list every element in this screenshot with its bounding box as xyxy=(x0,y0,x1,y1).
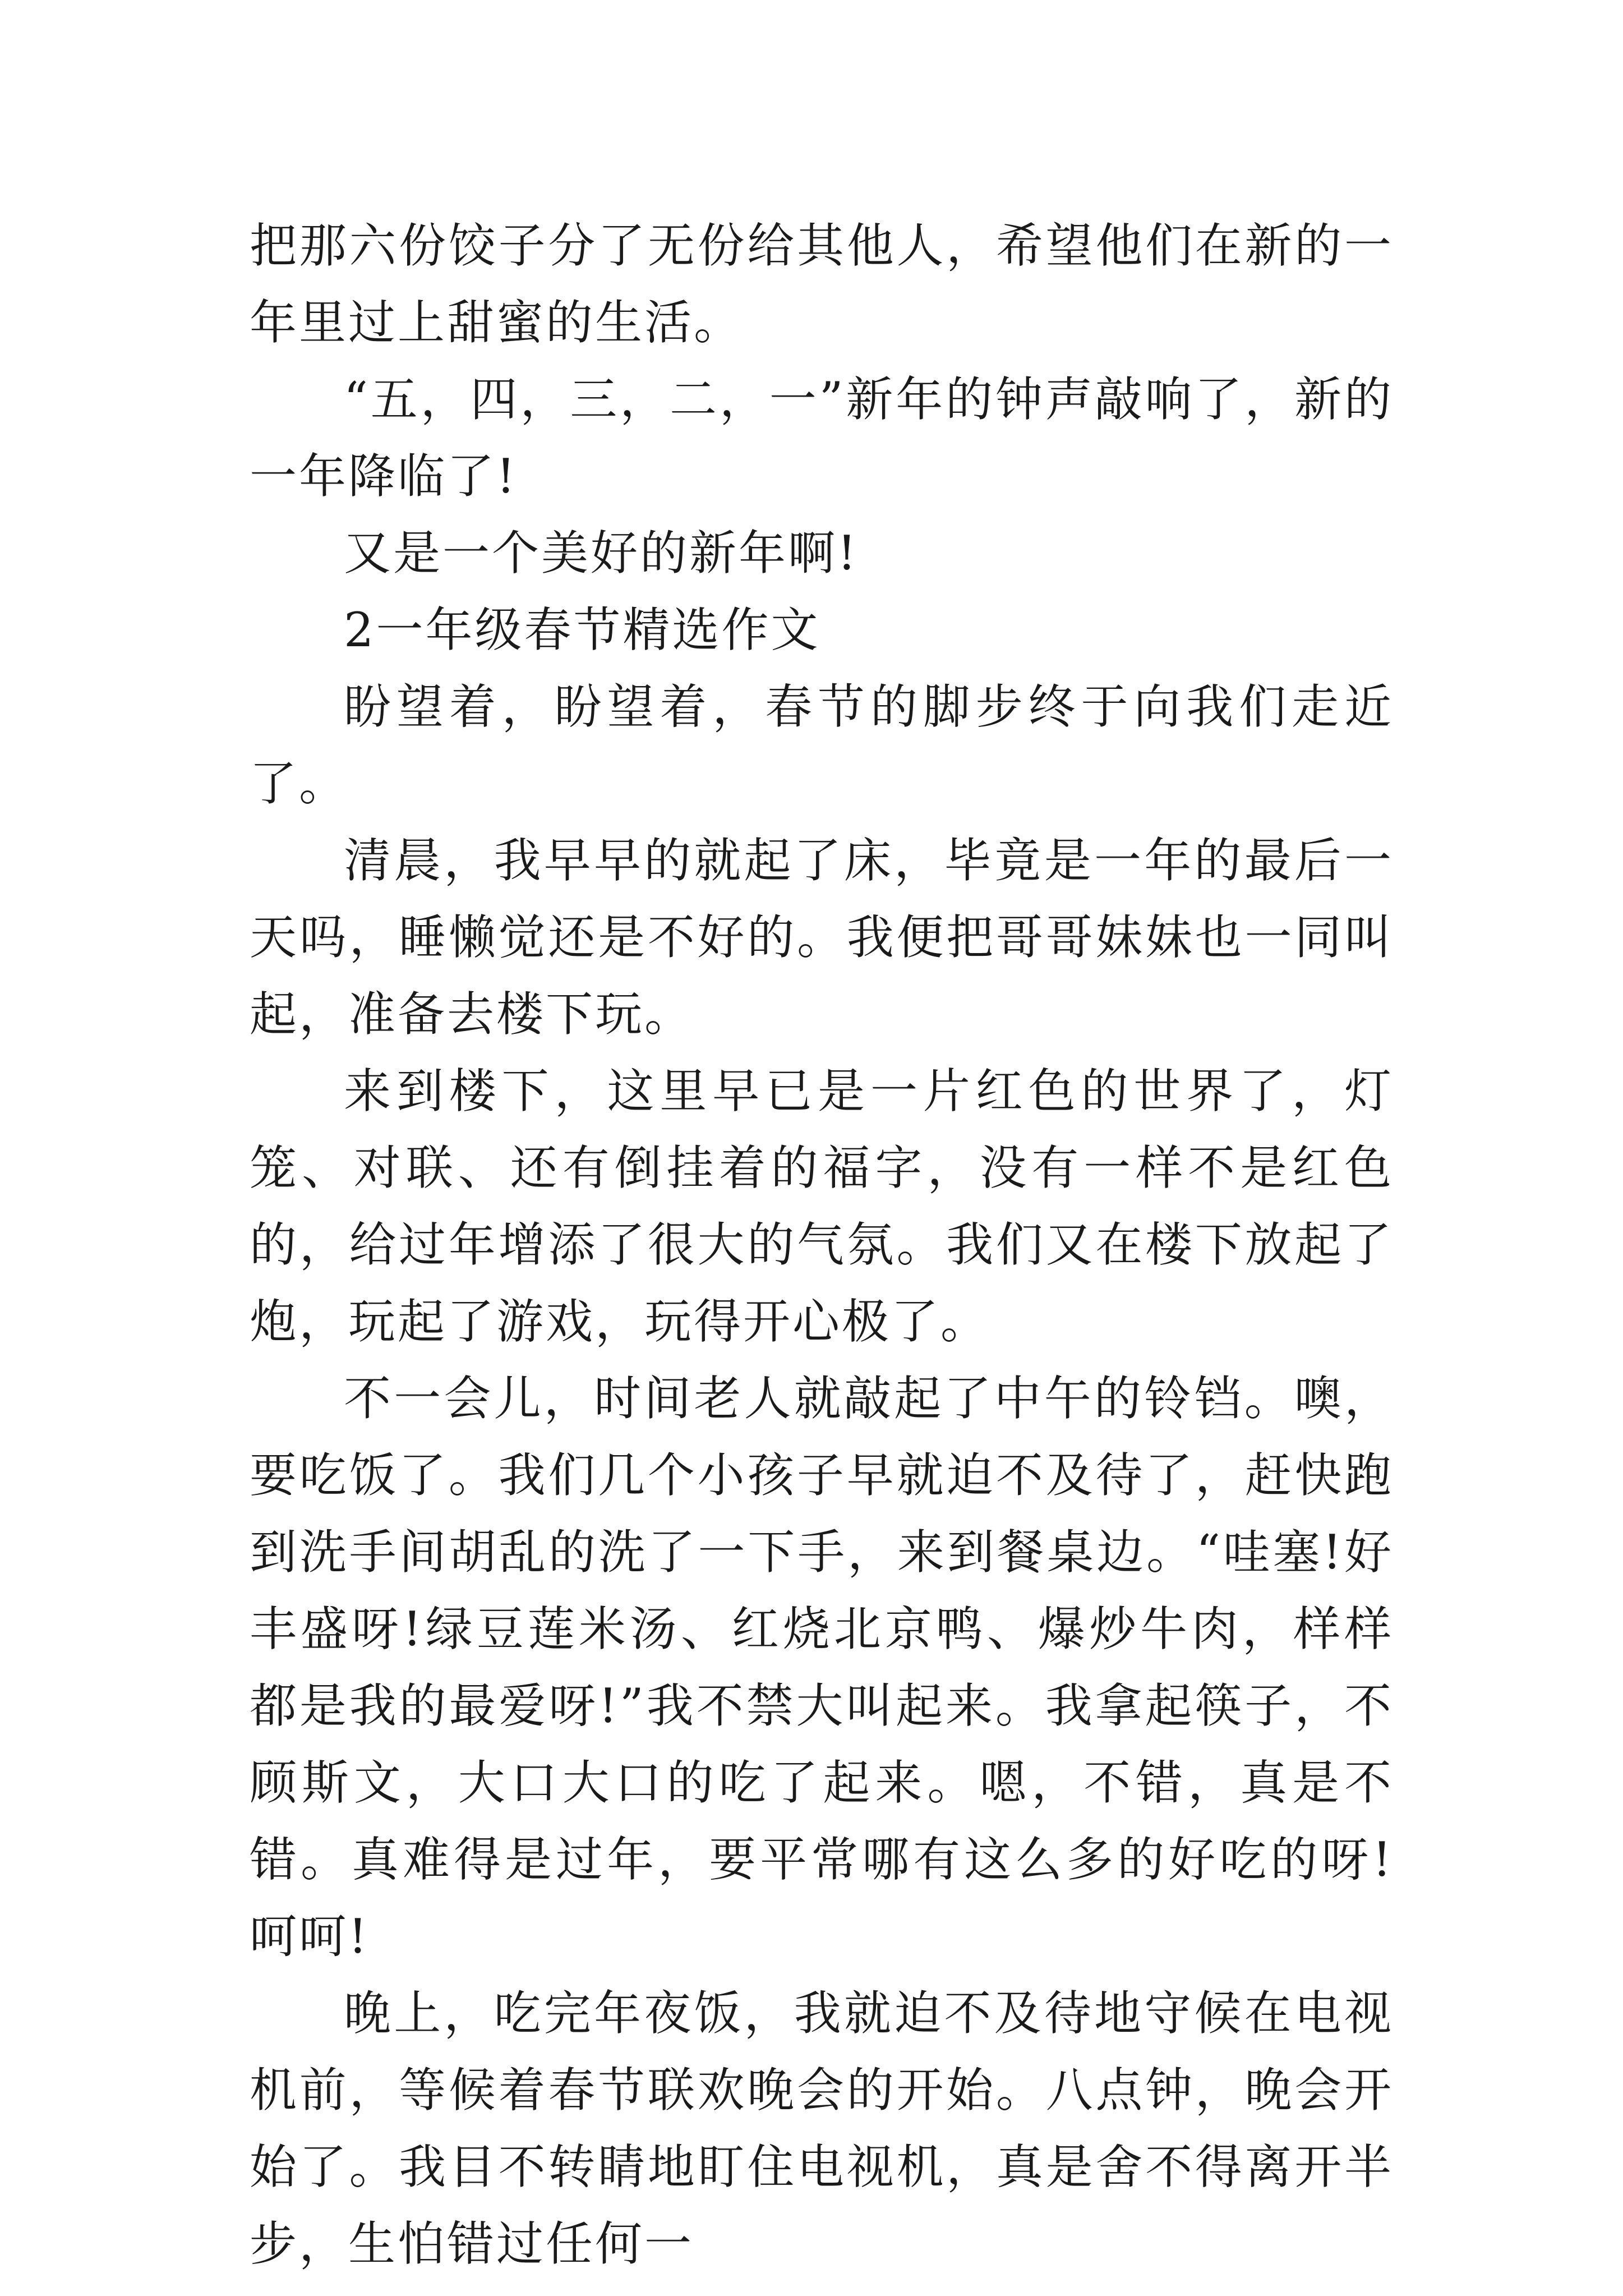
essay-body xyxy=(250,208,1394,2283)
paragraph-2: “五，四，三，二，一”新年的钟声敲响了，新的一年降临了! xyxy=(250,372,1394,504)
paragraph-7: 来到楼下，这里早已是一片红色的世界了，灯笼、对联、还有倒挂着的福字，没有一样不是红色的，给过年增添了很大的气氛。我们又在楼下放起了炮，玩起了游戏，玩得开心极了。 xyxy=(250,1064,1394,1349)
paragraph-9: 晚上，吃完年夜饭，我就迫不及待地守候在电视机前，等候着春节联欢晚会的开始。八点钟，晚会开始了。我目不转睛地盯住电视机，真是舍不得离开半步，生怕错过任何一 xyxy=(250,1986,1394,2271)
paragraph-5: 盼望着，盼望着，春节的脚步终于向我们走近了。 xyxy=(250,679,1394,811)
paragraph-8: 不一会儿，时间老人就敲起了中午的铃铛。噢，要吃饭了。我们几个小孩子早就迫不及待了，赶快跑到洗手间胡乱的洗了一下手，来到餐桌边。“哇塞!好丰盛呀!绿豆莲米汤、红烧北京鸭、爆炒牛肉，样样都是我的最爱呀!”我不禁大叫起来。我拿起筷子，不顾斯文，大口大口的吃了起来。嗯，不错，真是不错。真难得是过年，要平常哪有这么多的好吃的呀!呵呵! xyxy=(250,1371,1394,1964)
paragraph-1: 把那六份饺子分了无份给其他人，希望他们在新的一年里过上甜蜜的生活。 xyxy=(250,218,1394,350)
paragraph-3: 又是一个美好的新年啊! xyxy=(344,526,859,581)
section-title: 2一年级春节精选作文 xyxy=(344,602,820,657)
paragraph-6: 清晨，我早早的就起了床，毕竟是一年的最后一天吗，睡懒觉还是不好的。我便把哥哥妹妹也一同叫起，准备去楼下玩。 xyxy=(250,833,1394,1042)
